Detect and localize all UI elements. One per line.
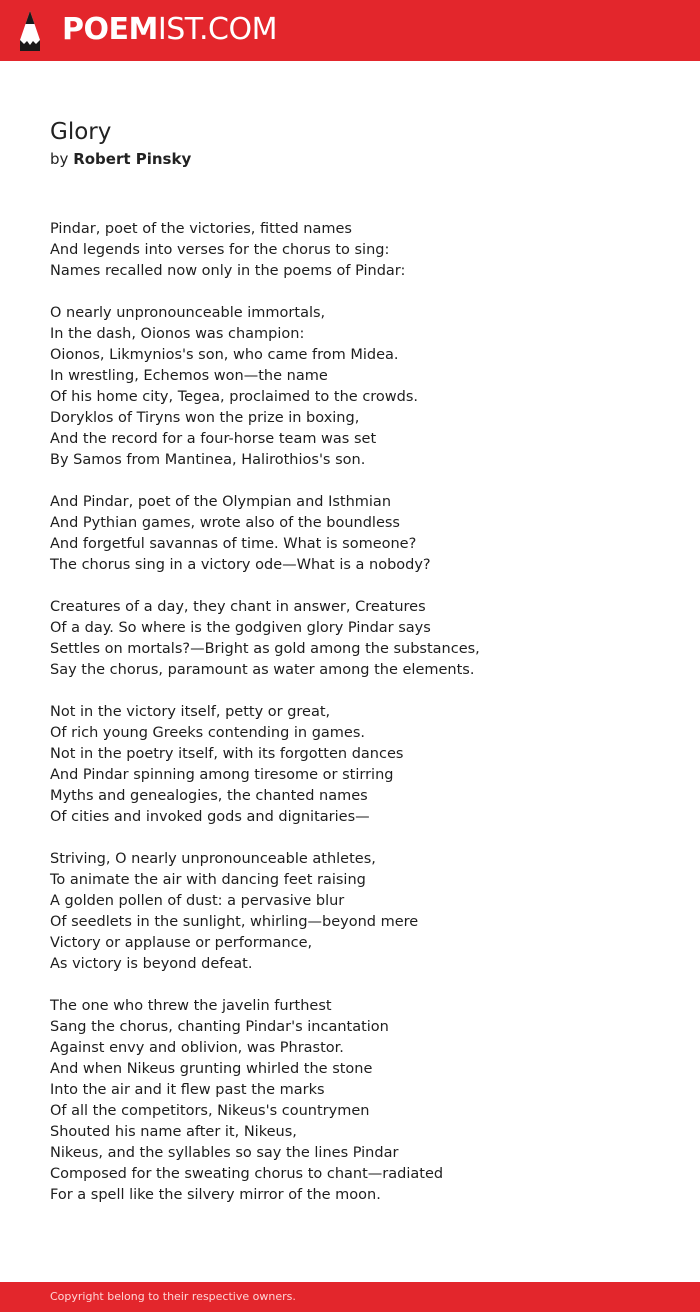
poem-line: Against envy and oblivion, was Phrastor. [50, 1040, 344, 1056]
poem-line: To animate the air with dancing feet raising [50, 872, 366, 888]
poem-line: For a spell like the silvery mirror of the moon. [50, 1187, 381, 1203]
poem-line: And when Nikeus grunting whirled the stone [50, 1061, 373, 1077]
poem-stanza [50, 492, 670, 576]
poem-line: And Pindar, poet of the Olympian and Isthmian [50, 494, 392, 510]
poem-line: Not in the victory itself, petty or great, [50, 704, 331, 720]
site-footer [0, 1282, 700, 1312]
poem-line: And the record for a four-horse team was set [50, 431, 377, 447]
poem-line: Composed for the sweating chorus to chant—radiated [50, 1166, 444, 1182]
poem-title: Glory [50, 119, 112, 145]
poem-line: Names recalled now only in the poems of Pindar: [50, 263, 406, 279]
poem-stanza [50, 996, 670, 1206]
poem-line: Not in the poetry itself, with its forgotten dances [50, 746, 404, 762]
poem-line: Of rich young Greeks contending in games. [50, 725, 366, 741]
poem-line: Pindar, poet of the victories, fitted names [50, 221, 352, 237]
poem-stanza [50, 219, 670, 282]
logo-light-text: IST.COM [157, 12, 277, 47]
poem-stanza [50, 849, 670, 975]
poem-line: And forgetful savannas of time. What is someone? [50, 536, 417, 552]
poem-line: And legends into verses for the chorus to sing: [50, 242, 390, 258]
poem-stanza [50, 702, 670, 828]
byline-prefix: by [50, 150, 69, 168]
poem-line: In wrestling, Echemos won—the name [50, 368, 328, 384]
copyright-text: Copyright belong to their respective owners. [50, 1290, 296, 1303]
site-logo[interactable] [62, 12, 277, 48]
poem-line: The chorus sing in a victory ode—What is a nobody? [50, 557, 431, 573]
poem-line: Nikeus, and the syllables so say the lines Pindar [50, 1145, 399, 1161]
poem-line: Oionos, Likmynios's son, who came from Midea. [50, 347, 399, 363]
poem-line: Of his home city, Tegea, proclaimed to the crowds. [50, 389, 419, 405]
poem-line: And Pythian games, wrote also of the boundless [50, 515, 400, 531]
poem-line: By Samos from Mantinea, Halirothios's son. [50, 452, 366, 468]
poem-line: And Pindar spinning among tiresome or stirring [50, 767, 394, 783]
byline [50, 149, 191, 169]
poem-line: Myths and genealogies, the chanted names [50, 788, 368, 804]
poem-line: Into the air and it flew past the marks [50, 1082, 325, 1098]
poem-body [50, 219, 670, 1227]
author-name: Robert Pinsky [73, 150, 192, 168]
poem-line: Creatures of a day, they chant in answer, Creatures [50, 599, 426, 615]
poem-line: O nearly unpronounceable immortals, [50, 305, 326, 321]
poem-line: Sang the chorus, chanting Pindar's incantation [50, 1019, 389, 1035]
poem-line: Striving, O nearly unpronounceable athletes, [50, 851, 376, 867]
poem-line: Victory or applause or performance, [50, 935, 313, 951]
poem-line: Of cities and invoked gods and dignitaries— [50, 809, 370, 825]
logo-bold-text: POEM [62, 12, 158, 47]
poem-line: Settles on mortals?—Bright as gold among the substances, [50, 641, 480, 657]
poem-line: Say the chorus, paramount as water among the elements. [50, 662, 475, 678]
poem-stanza [50, 303, 670, 471]
poem-line: A golden pollen of dust: a pervasive blur [50, 893, 345, 909]
poem-line: Doryklos of Tiryns won the prize in boxing, [50, 410, 360, 426]
poem-line: Of seedlets in the sunlight, whirling—beyond mere [50, 914, 419, 930]
poem-line: Of a day. So where is the godgiven glory Pindar says [50, 620, 431, 636]
poem-line: Of all the competitors, Nikeus's countrymen [50, 1103, 370, 1119]
pencil-icon [18, 10, 42, 52]
site-header [0, 0, 700, 61]
poem-line: The one who threw the javelin furthest [50, 998, 332, 1014]
poem-line: As victory is beyond defeat. [50, 956, 253, 972]
poem-line: In the dash, Oionos was champion: [50, 326, 305, 342]
poem-line: Shouted his name after it, Nikeus, [50, 1124, 297, 1140]
poem-stanza [50, 597, 670, 681]
